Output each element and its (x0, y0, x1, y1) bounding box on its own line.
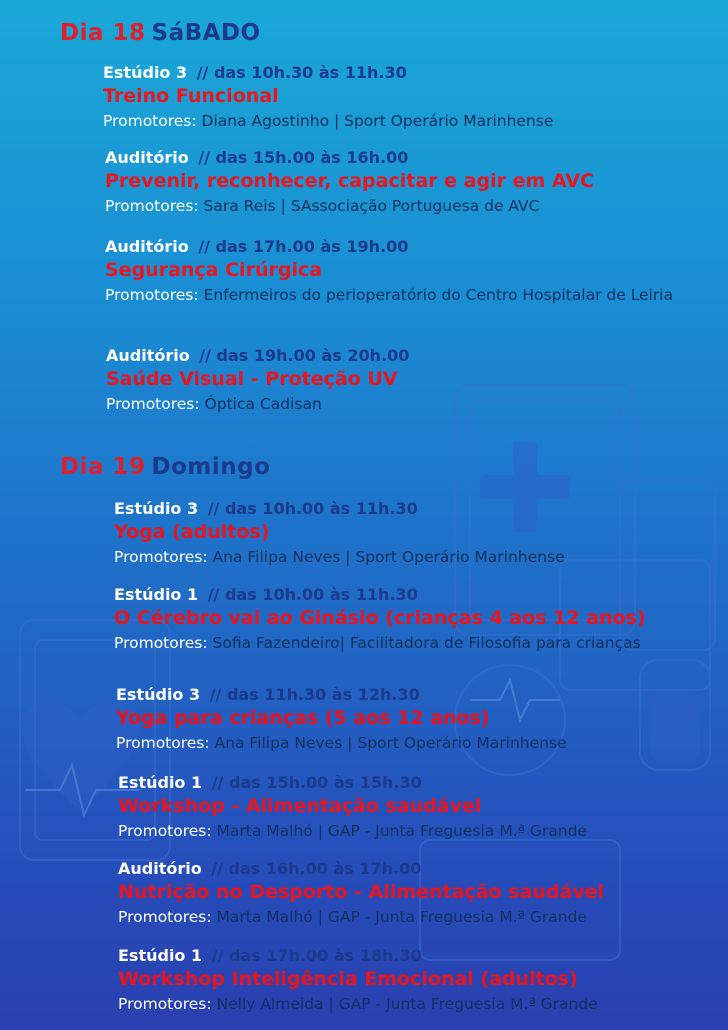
event-promoters (118, 991, 598, 1017)
event-meta (114, 584, 674, 606)
day-label: Dia 19 (60, 454, 146, 480)
event-card (114, 498, 565, 570)
promoters-value: Sofia Fazendeiro| Facilitadora de Filosofia para crianças (212, 634, 641, 652)
event-promoters (114, 630, 674, 656)
event-title: Treino Funcional (103, 85, 279, 107)
event-time: // das 15h.00 às 15h.30 (211, 773, 422, 792)
day-heading-18 (60, 20, 261, 46)
event-room: Estúdio 1 (118, 946, 203, 965)
event-room: Estúdio 3 (114, 499, 199, 518)
event-title: Workshop Inteligência Emocional (adultos) (118, 968, 578, 990)
event-card (106, 345, 409, 417)
event-promoters (105, 193, 594, 219)
event-title: Nutrição no Desporto - Alimentação saudável (118, 881, 605, 903)
event-title: Yoga (adultos) (114, 521, 270, 543)
event-meta (105, 236, 720, 258)
day-heading-19 (60, 454, 270, 480)
event-time: // das 16h.00 às 17h.00 (211, 859, 422, 878)
event-time: // das 15h.00 às 16h.00 (198, 148, 409, 167)
event-room: Auditório (105, 148, 189, 167)
event-meta (114, 498, 565, 520)
promoters-label: Promotores: (118, 822, 212, 840)
event-promoters (118, 818, 587, 844)
promoters-label: Promotores: (106, 395, 200, 413)
promoters-label: Promotores: (114, 634, 208, 652)
event-meta (116, 684, 567, 706)
event-meta (118, 772, 587, 794)
event-card (114, 584, 674, 656)
event-room: Estúdio 3 (103, 63, 188, 82)
promoters-value: Marta Malhó | GAP - Junta Freguesia M.ª Grande (216, 822, 587, 840)
event-card (118, 772, 587, 844)
event-card (105, 236, 720, 308)
event-card (116, 684, 567, 756)
event-time: // das 11h.30 às 12h.30 (209, 685, 420, 704)
promoters-value: Ana Filipa Neves | Sport Operário Marinhense (214, 734, 567, 752)
promoters-value: Ana Filipa Neves | Sport Operário Marinhense (212, 548, 565, 566)
event-time: // das 17h.00 às 18h.30 (211, 946, 422, 965)
event-title: Segurança Cirúrgica (105, 259, 323, 281)
event-card (105, 147, 594, 219)
event-promoters (103, 108, 553, 134)
event-time: // das 10h.00 às 11h.30 (207, 585, 418, 604)
event-promoters (118, 904, 604, 930)
event-room: Estúdio 1 (114, 585, 199, 604)
day-label: Dia 18 (60, 20, 146, 46)
event-time: // das 19h.00 às 20h.00 (199, 346, 410, 365)
event-meta (105, 147, 594, 169)
promoters-value: Enfermeiros do perioperatório do Centro Hospitalar de Leiria (203, 286, 674, 304)
event-meta (106, 345, 409, 367)
promoters-label: Promotores: (118, 995, 212, 1013)
event-card (118, 858, 604, 930)
promoters-label: Promotores: (105, 286, 199, 304)
promoters-label: Promotores: (118, 908, 212, 926)
event-title: Prevenir, reconhecer, capacitar e agir em AVC (105, 170, 594, 192)
event-room: Auditório (118, 859, 202, 878)
event-promoters (105, 282, 720, 308)
day-weekday: SáBADO (151, 20, 261, 46)
event-promoters (114, 544, 565, 570)
event-meta (118, 858, 604, 880)
event-title: Yoga para crianças (5 aos 12 anos) (116, 707, 490, 729)
event-room: Estúdio 3 (116, 685, 201, 704)
event-card (118, 945, 598, 1017)
event-time: // das 10h.00 às 11h.30 (207, 499, 418, 518)
event-time: // das 17h.00 às 19h.00 (198, 237, 409, 256)
promoters-value: Nelly Almeida | GAP - Junta Freguesia M.ª Grande (216, 995, 598, 1013)
event-meta (118, 945, 598, 967)
event-meta (103, 62, 553, 84)
event-room: Estúdio 1 (118, 773, 203, 792)
event-promoters (116, 730, 567, 756)
event-card (103, 62, 553, 134)
promoters-label: Promotores: (114, 548, 208, 566)
day-weekday: Domingo (151, 454, 271, 480)
event-title: Saúde Visual - Proteção UV (106, 368, 398, 390)
promoters-label: Promotores: (103, 112, 197, 130)
event-promoters (106, 391, 409, 417)
event-title: Workshop - Alimentação saudável (118, 795, 482, 817)
event-room: Auditório (105, 237, 189, 256)
promoters-label: Promotores: (105, 197, 199, 215)
event-room: Auditório (106, 346, 190, 365)
promoters-value: Sara Reis | SAssociação Portuguesa de AVC (203, 197, 540, 215)
promoters-label: Promotores: (116, 734, 210, 752)
promoters-value: Marta Malhó | GAP - Junta Freguesia M.ª Grande (216, 908, 587, 926)
promoters-value: Óptica Cadisan (204, 395, 322, 413)
event-time: // das 10h.30 às 11h.30 (196, 63, 407, 82)
event-title: O Cérebro vai ao Ginásio (crianças 4 aos 12 anos) (114, 607, 646, 629)
promoters-value: Diana Agostinho | Sport Operário Marinhense (201, 112, 554, 130)
